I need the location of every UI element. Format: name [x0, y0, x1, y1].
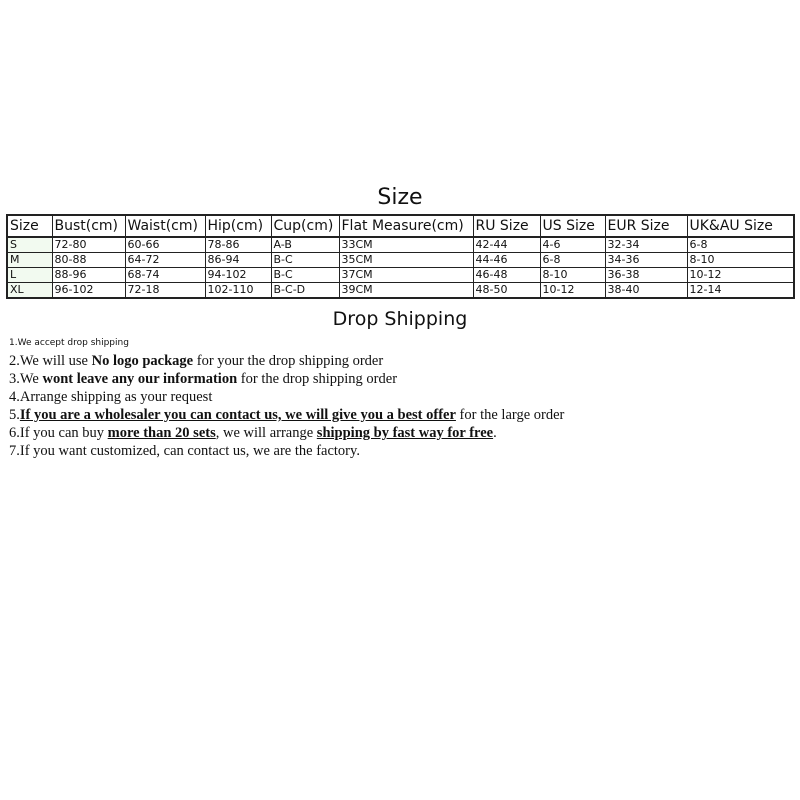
size-chart-title: Size	[377, 185, 423, 210]
bust-cell: 80-88	[52, 253, 125, 268]
ru-size-cell: 46-48	[473, 268, 540, 283]
bust-cell: 96-102	[52, 283, 125, 299]
size-table-header-row	[7, 215, 794, 237]
note-no-information	[9, 370, 789, 388]
flat-measure-cell: 33CM	[339, 237, 473, 253]
eur-size-cell: 34-36	[605, 253, 687, 268]
note-text: 6.If you can buy	[9, 425, 108, 441]
size-chart-table	[6, 214, 795, 299]
waist-cell: 72-18	[125, 283, 205, 299]
cup-cell: B-C	[271, 253, 339, 268]
ru-size-cell: 42-44	[473, 237, 540, 253]
uk-au-size-cell: 8-10	[687, 253, 794, 268]
note-highlight: more than 20 sets	[107, 425, 216, 441]
us-size-cell: 10-12	[540, 283, 605, 299]
cup-cell: B-C-D	[271, 283, 339, 299]
eur-size-cell: 32-34	[605, 237, 687, 253]
column-header-waist: Waist(cm)	[125, 215, 205, 237]
waist-cell: 60-66	[125, 237, 205, 253]
note-drop-shipping-accepted	[9, 337, 789, 350]
ru-size-cell: 48-50	[473, 283, 540, 299]
waist-cell: 68-74	[125, 268, 205, 283]
hip-cell: 78-86	[205, 237, 271, 253]
table-row	[7, 237, 794, 253]
column-header-uk-au-size: UK&AU Size	[687, 215, 794, 237]
hip-cell: 94-102	[205, 268, 271, 283]
cup-cell: B-C	[271, 268, 339, 283]
note-text: 3.We	[9, 371, 43, 387]
column-header-cup: Cup(cm)	[271, 215, 339, 237]
column-header-flat-measure: Flat Measure(cm)	[339, 215, 473, 237]
column-header-bust: Bust(cm)	[52, 215, 125, 237]
note-text: for your the drop shipping order	[193, 353, 384, 369]
drop-shipping-notes	[9, 337, 789, 460]
hip-cell: 86-94	[205, 253, 271, 268]
note-text: 7.If you want customized, can contact us, we are the factory.	[9, 443, 360, 459]
size-cell: L	[7, 268, 52, 283]
note-highlight: wont leave any our information	[42, 371, 238, 387]
us-size-cell: 4-6	[540, 237, 605, 253]
drop-shipping-title: Drop Shipping	[332, 308, 468, 330]
us-size-cell: 8-10	[540, 268, 605, 283]
column-header-size: Size	[7, 215, 52, 237]
column-header-us-size: US Size	[540, 215, 605, 237]
note-text: for the large order	[455, 407, 565, 423]
flat-measure-cell: 39CM	[339, 283, 473, 299]
ru-size-cell: 44-46	[473, 253, 540, 268]
note-no-logo-package	[9, 352, 789, 370]
uk-au-size-cell: 12-14	[687, 283, 794, 299]
table-row	[7, 253, 794, 268]
size-cell: M	[7, 253, 52, 268]
note-highlight: If you are a wholesaler you can contact us, we will give you a best offer	[19, 407, 456, 423]
column-header-eur-size: EUR Size	[605, 215, 687, 237]
flat-measure-cell: 37CM	[339, 268, 473, 283]
note-highlight: No logo package	[91, 353, 194, 369]
bust-cell: 88-96	[52, 268, 125, 283]
note-text: 2.We will use	[9, 353, 92, 369]
eur-size-cell: 38-40	[605, 283, 687, 299]
note-text: 5.	[9, 407, 20, 423]
us-size-cell: 6-8	[540, 253, 605, 268]
eur-size-cell: 36-38	[605, 268, 687, 283]
note-free-fast-shipping	[9, 424, 789, 442]
column-header-hip: Hip(cm)	[205, 215, 271, 237]
note-text: 4.Arrange shipping as your request	[9, 389, 213, 405]
cup-cell: A-B	[271, 237, 339, 253]
note-text: 1.We accept drop shipping	[9, 338, 129, 348]
column-header-ru-size: RU Size	[473, 215, 540, 237]
note-text: .	[493, 425, 497, 441]
hip-cell: 102-110	[205, 283, 271, 299]
note-arrange-shipping	[9, 388, 789, 406]
flat-measure-cell: 35CM	[339, 253, 473, 268]
uk-au-size-cell: 10-12	[687, 268, 794, 283]
waist-cell: 64-72	[125, 253, 205, 268]
note-customization	[9, 442, 789, 460]
table-row	[7, 283, 794, 299]
bust-cell: 72-80	[52, 237, 125, 253]
note-text: for the drop shipping order	[237, 371, 398, 387]
note-highlight: shipping by fast way for free	[316, 425, 494, 441]
size-cell: S	[7, 237, 52, 253]
table-row	[7, 268, 794, 283]
uk-au-size-cell: 6-8	[687, 237, 794, 253]
note-text: , we will arrange	[215, 425, 317, 441]
note-wholesaler-offer	[9, 406, 789, 424]
size-cell: XL	[7, 283, 52, 299]
